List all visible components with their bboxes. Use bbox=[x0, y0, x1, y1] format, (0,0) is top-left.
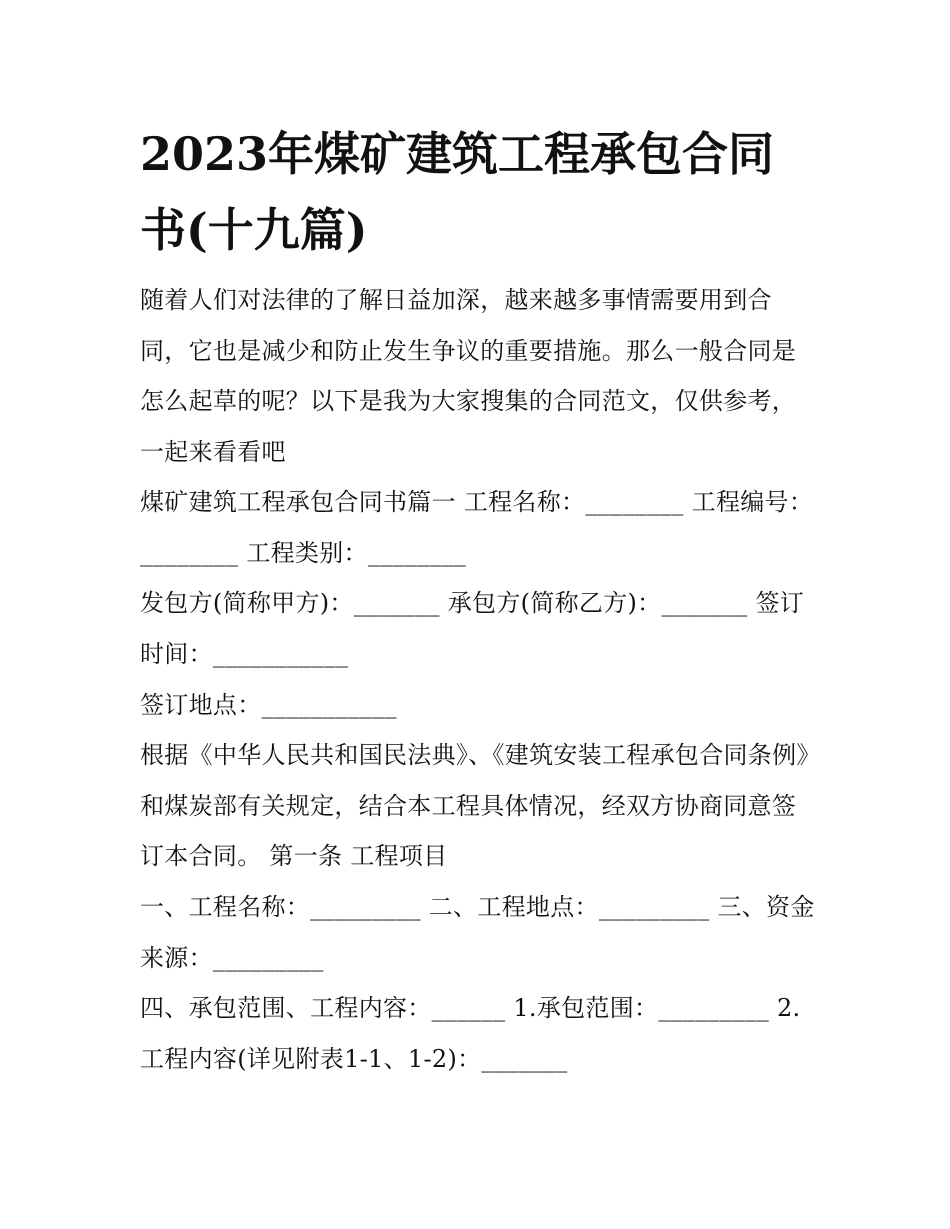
signing-location-paragraph: 签订地点：___________ bbox=[140, 691, 397, 719]
project-details-paragraph: 一、工程名称：_________ 二、工程地点：_________ 三、资金来源：_________ bbox=[140, 893, 815, 972]
legal-basis-paragraph: 根据《中华人民共和国民法典》、《建筑安装工程承包合同条例》和煤炭部有关规定，结合本工程具体情况，经双方协商同意签订本合同。 第一条 工程项目 bbox=[140, 741, 809, 870]
document-title: 2023年煤矿建筑工程承包合同书(十九篇) bbox=[140, 127, 775, 257]
intro-paragraph: 随着人们对法律的了解日益加深，越来越多事情需要用到合同，它也是减少和防止发生争议的重要措施。那么一般合同是怎么起草的呢？以下是我为大家搜集的合同范文，仅供参考，一起来看看吧 bbox=[140, 286, 797, 466]
parties-paragraph: 发包方(简称甲方)：_______ 承包方(简称乙方)：_______ 签订时间：___________ bbox=[140, 589, 805, 668]
scope-paragraph: 四、承包范围、工程内容：______ 1.承包范围：_________ 2.工程内容(详见附表1-1、1-2)：_______ bbox=[140, 994, 801, 1073]
project-info-paragraph: 煤矿建筑工程承包合同书篇一 工程名称：________ 工程编号：________ 工程类别：________ bbox=[140, 488, 814, 567]
